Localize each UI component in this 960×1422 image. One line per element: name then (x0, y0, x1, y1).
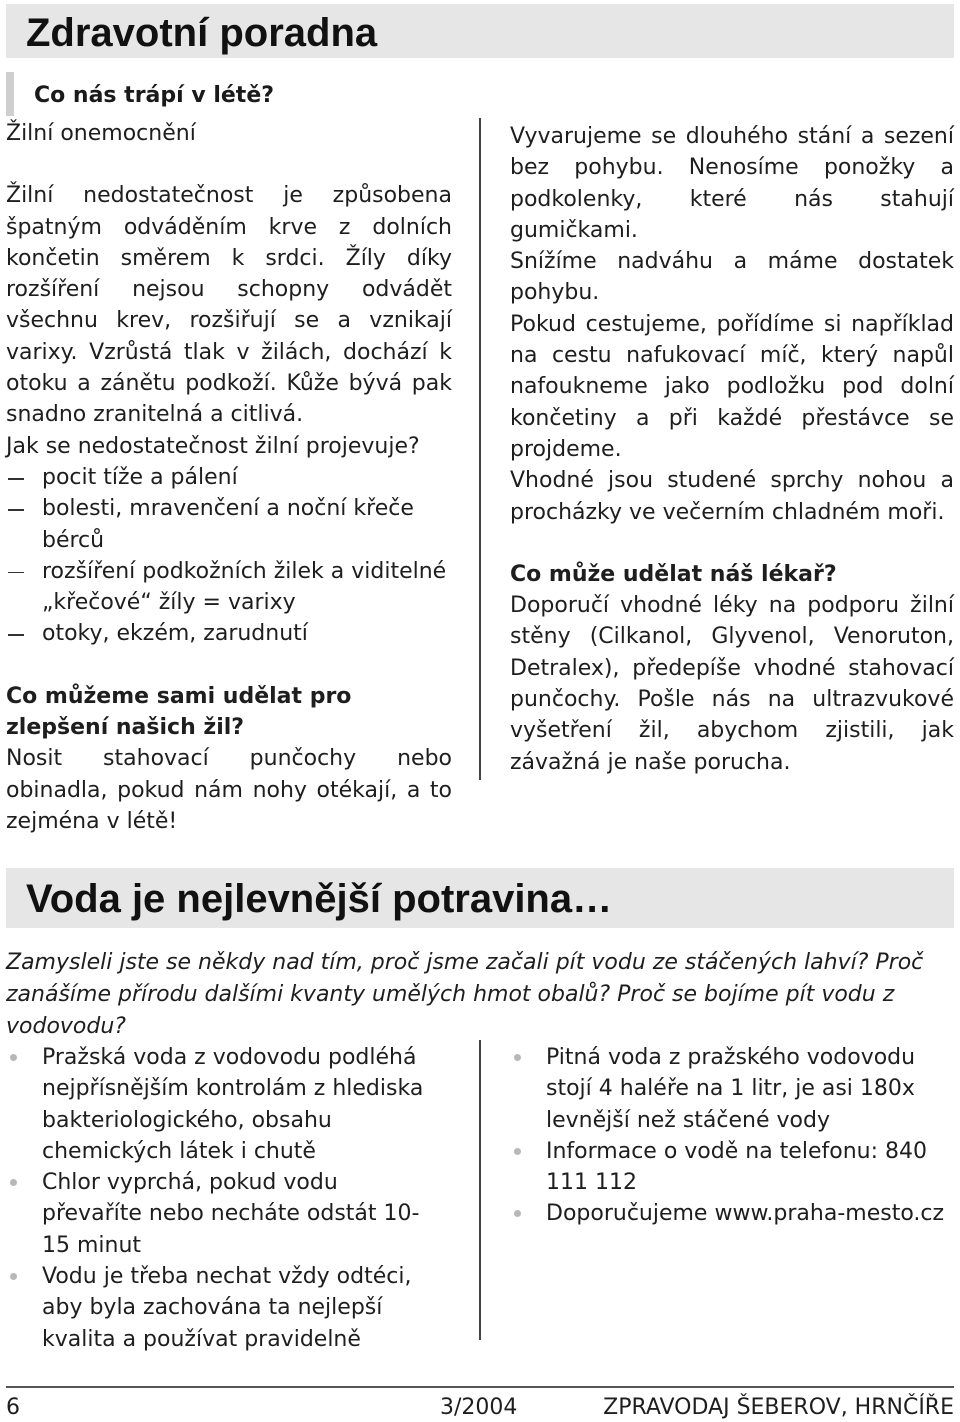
spacer (6, 149, 452, 180)
column-divider (479, 118, 481, 780)
section-title-band (6, 4, 954, 58)
left-column (6, 118, 452, 837)
section-subtitle: Co nás trápí v létě? (34, 83, 275, 108)
page-number: 6 (6, 1395, 20, 1420)
list-item: Pitná voda z pražského vodovodu stojí 4 haléře na 1 litr, je asi 180x levnější než stáčené vody (510, 1042, 954, 1136)
paragraph: Doporučí vhodné léky na podporu žilní stěny (Cilkanol, Glyvenol, Venoruton, Detralex), předepíše vhodné stahovací punčochy. Pošle nás na ultrazvukové vyšetření žil, abychom zjistili, jak závažná je naše porucha. (510, 593, 954, 775)
section-title-band (6, 868, 954, 928)
list-item: Vodu je třeba nechat vždy odtéci, aby byla zachována ta nejlepší kvalita a používat pravidelně (6, 1261, 436, 1355)
symptom-list (6, 462, 452, 650)
list-item: Informace o vodě na telefonu: 840 111 112 (510, 1136, 954, 1199)
list-item: Doporučujeme www.praha-mesto.cz (510, 1198, 954, 1229)
list-item: pocit tíže a pálení (6, 462, 452, 493)
section-title: Zdravotní poradna (26, 11, 378, 55)
list-item: rozšíření podkožních žilek a viditelné „křečové“ žíly = varixy (6, 556, 452, 619)
spacer (510, 528, 954, 559)
list-item: bolesti, mravenčení a noční křeče bérců (6, 493, 452, 556)
list-item: Chlor vyprchá, pokud vodu převaříte nebo necháte odstát 10-15 minut (6, 1167, 436, 1261)
subheading: Co může udělat náš lékař? (510, 561, 837, 587)
paragraph: Nosit stahovací punčochy nebo obinadla, pokud nám nohy otékají, a to zejména v létě! (6, 746, 452, 834)
article-heading: Žilní onemocnění (6, 121, 196, 146)
paragraph: Vyvarujeme se dlouhého stání a sezení bez pohybu. Nenosíme ponožky a podkolenky, které nás stahují gumičkami. (510, 124, 954, 243)
bullet-list-right (510, 1042, 954, 1230)
bullet-list-left (6, 1042, 436, 1355)
list-item: otoky, ekzém, zarudnutí (6, 618, 452, 649)
paragraph: Žilní nedostatečnost je způsobena špatným odváděním krve z dolních končetin směrem k srdci. Žíly díky rozšíření nejsou schopny odvádět všechnu krev, rozšiřují se a vznikají varixy. Vzrůstá tlak v žilách, dochází k otoku a zánětu podkoží. Kůže bývá pak snadno zranitelná a citlivá. (6, 183, 452, 428)
subheading: Co můžeme sami udělat pro zlepšení našich žil? (6, 683, 352, 741)
column-divider (479, 1040, 481, 1340)
right-column (510, 121, 954, 778)
intro-paragraph: Zamysleli jste se někdy nad tím, proč jsme začali pít vodu ze stáčených lahví? Proč zanášíme přírodu dalšími kvanty umělých hmot obalů? Proč se bojíme pít vodu z vodovodu? (6, 950, 924, 1039)
paragraph: Pokud cestujeme, pořídíme si například na cestu nafukovací míč, který napůl nafoukneme jako podložku pod dolní končetiny a při každé přestávce se projdeme. (510, 311, 954, 462)
publication-name: ZPRAVODAJ ŠEBEROV, HRNČÍŘE (603, 1395, 954, 1420)
issue-number: 3/2004 (440, 1395, 518, 1420)
spacer (6, 650, 452, 681)
footer-divider (6, 1386, 954, 1388)
paragraph: Vhodné jsou studené sprchy nohou a procházky ve večerním chladném moři. (510, 468, 954, 525)
question: Jak se nedostatečnost žilní projevuje? (6, 433, 420, 459)
paragraph: Snížíme nadváhu a máme dostatek pohybu. (510, 249, 954, 306)
section-title: Voda je nejlevnější potravina… (26, 877, 613, 921)
list-item: Pražská voda z vodovodu podléhá nejpřísnějším kontrolám z hlediska bakteriologického, obsahu chemických látek i chutě (6, 1042, 436, 1167)
